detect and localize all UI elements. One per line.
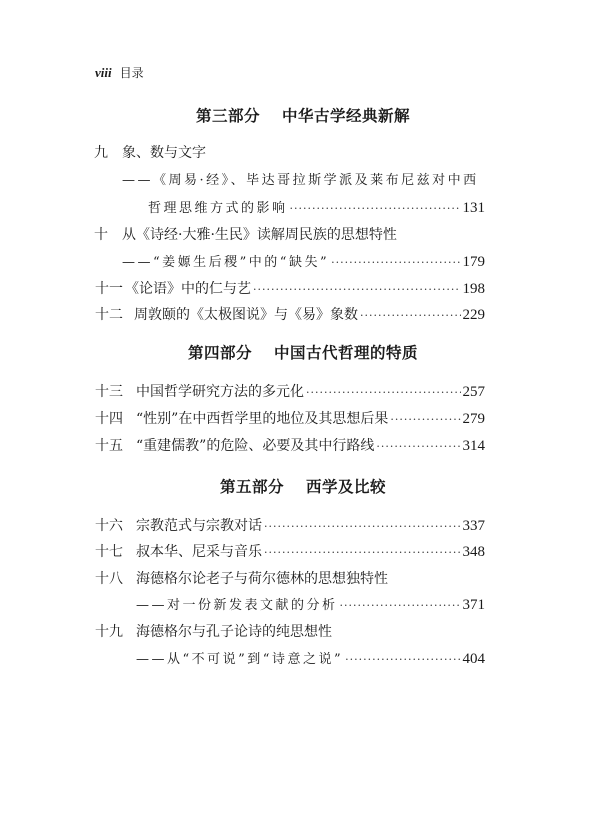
dot-leader bbox=[360, 306, 461, 326]
part-name: 中国古代哲理的特质 bbox=[274, 344, 419, 362]
page-ref: 404 bbox=[462, 651, 485, 667]
toc-entry[interactable] bbox=[95, 382, 485, 402]
dot-leader bbox=[340, 596, 461, 616]
page-ref: 198 bbox=[462, 281, 485, 297]
toc-entry[interactable] bbox=[95, 569, 485, 589]
entry-title: “重建儒教”的危险、必要及其中行路线 bbox=[136, 438, 375, 454]
toc-entry[interactable] bbox=[95, 436, 485, 456]
entry-title: 海德格尔与孔子论诗的纯思想性 bbox=[136, 624, 332, 640]
entry-subtitle[interactable] bbox=[122, 252, 485, 272]
entry-subtitle-cont[interactable] bbox=[148, 198, 485, 218]
entry-number: 十二 bbox=[95, 307, 123, 323]
entry-number: 十五 bbox=[95, 438, 123, 454]
entry-title: 中国哲学研究方法的多元化 bbox=[136, 384, 304, 400]
page-ref: 179 bbox=[462, 254, 485, 270]
page-ref: 229 bbox=[462, 307, 485, 323]
entry-number: 十九 bbox=[95, 624, 123, 640]
page-ref: 337 bbox=[462, 518, 485, 534]
part-heading bbox=[0, 341, 606, 363]
entry-number: 十八 bbox=[95, 571, 123, 587]
part-label: 第四部分 bbox=[187, 344, 252, 362]
part-label: 第五部分 bbox=[219, 478, 284, 496]
toc-entry[interactable] bbox=[95, 542, 485, 562]
dot-leader bbox=[306, 383, 461, 403]
subtitle-text: ——对一份新发表文献的分析 bbox=[136, 598, 338, 613]
entry-number: 十七 bbox=[95, 544, 123, 560]
dot-leader bbox=[290, 199, 461, 219]
part-label: 第三部分 bbox=[195, 107, 260, 125]
toc-entry[interactable] bbox=[95, 279, 485, 299]
header-title: 目录 bbox=[119, 66, 144, 80]
subtitle-text: ——从“不可说”到“诗意之说” bbox=[136, 652, 344, 667]
entry-title: 周敦颐的《太极图说》与《易》象数 bbox=[134, 307, 358, 323]
entry-number: 九 bbox=[94, 145, 108, 161]
entry-number: 十 bbox=[94, 227, 108, 243]
part-name: 中华古学经典新解 bbox=[282, 107, 411, 125]
page-number: viii bbox=[95, 65, 112, 80]
running-header bbox=[95, 64, 144, 81]
page-ref: 279 bbox=[462, 411, 485, 427]
entry-title: 从《诗经·大雅·生民》读解周民族的思想特性 bbox=[122, 227, 397, 243]
part-name: 西学及比较 bbox=[306, 478, 387, 496]
dot-leader bbox=[253, 280, 461, 300]
entry-subtitle[interactable] bbox=[136, 649, 485, 669]
page-ref: 314 bbox=[462, 438, 485, 454]
page-ref: 131 bbox=[462, 200, 485, 216]
toc-entry[interactable] bbox=[95, 225, 485, 245]
entry-subtitle bbox=[122, 171, 485, 191]
toc-entry[interactable] bbox=[95, 516, 485, 536]
toc-entry[interactable] bbox=[95, 143, 485, 163]
toc-entry[interactable] bbox=[95, 409, 485, 429]
part-heading bbox=[0, 475, 606, 497]
dot-leader bbox=[345, 650, 460, 670]
part-heading bbox=[0, 104, 606, 126]
entry-title: 宗教范式与宗教对话 bbox=[136, 518, 262, 534]
subtitle-text: 哲理思维方式的影响 bbox=[148, 201, 288, 216]
subtitle-text: ——《周易·经》、毕达哥拉斯学派及莱布尼兹对中西 bbox=[122, 173, 479, 188]
dot-leader bbox=[390, 410, 460, 430]
entry-number: 十一 bbox=[95, 281, 123, 297]
toc-entry[interactable] bbox=[95, 305, 485, 325]
entry-number: 十三 bbox=[95, 384, 123, 400]
dot-leader bbox=[264, 517, 461, 537]
entry-number: 十六 bbox=[95, 518, 123, 534]
page-ref: 371 bbox=[462, 597, 485, 613]
entry-title: 《论语》中的仁与艺 bbox=[125, 281, 251, 297]
subtitle-text: ——“姜嫄生后稷”中的“缺失” bbox=[122, 255, 330, 270]
entry-title: “性别”在中西哲学里的地位及其思想后果 bbox=[136, 411, 389, 427]
entry-title: 叔本华、尼采与音乐 bbox=[136, 544, 262, 560]
dot-leader bbox=[376, 437, 460, 457]
dot-leader bbox=[264, 543, 461, 563]
page-ref: 257 bbox=[462, 384, 485, 400]
dot-leader bbox=[331, 253, 460, 273]
entry-subtitle[interactable] bbox=[136, 595, 485, 615]
entry-title: 海德格尔论老子与荷尔德林的思想独特性 bbox=[136, 571, 388, 587]
toc-entry[interactable] bbox=[95, 622, 485, 642]
page-ref: 348 bbox=[462, 544, 485, 560]
entry-number: 十四 bbox=[95, 411, 123, 427]
entry-title: 象、数与文字 bbox=[122, 145, 206, 161]
